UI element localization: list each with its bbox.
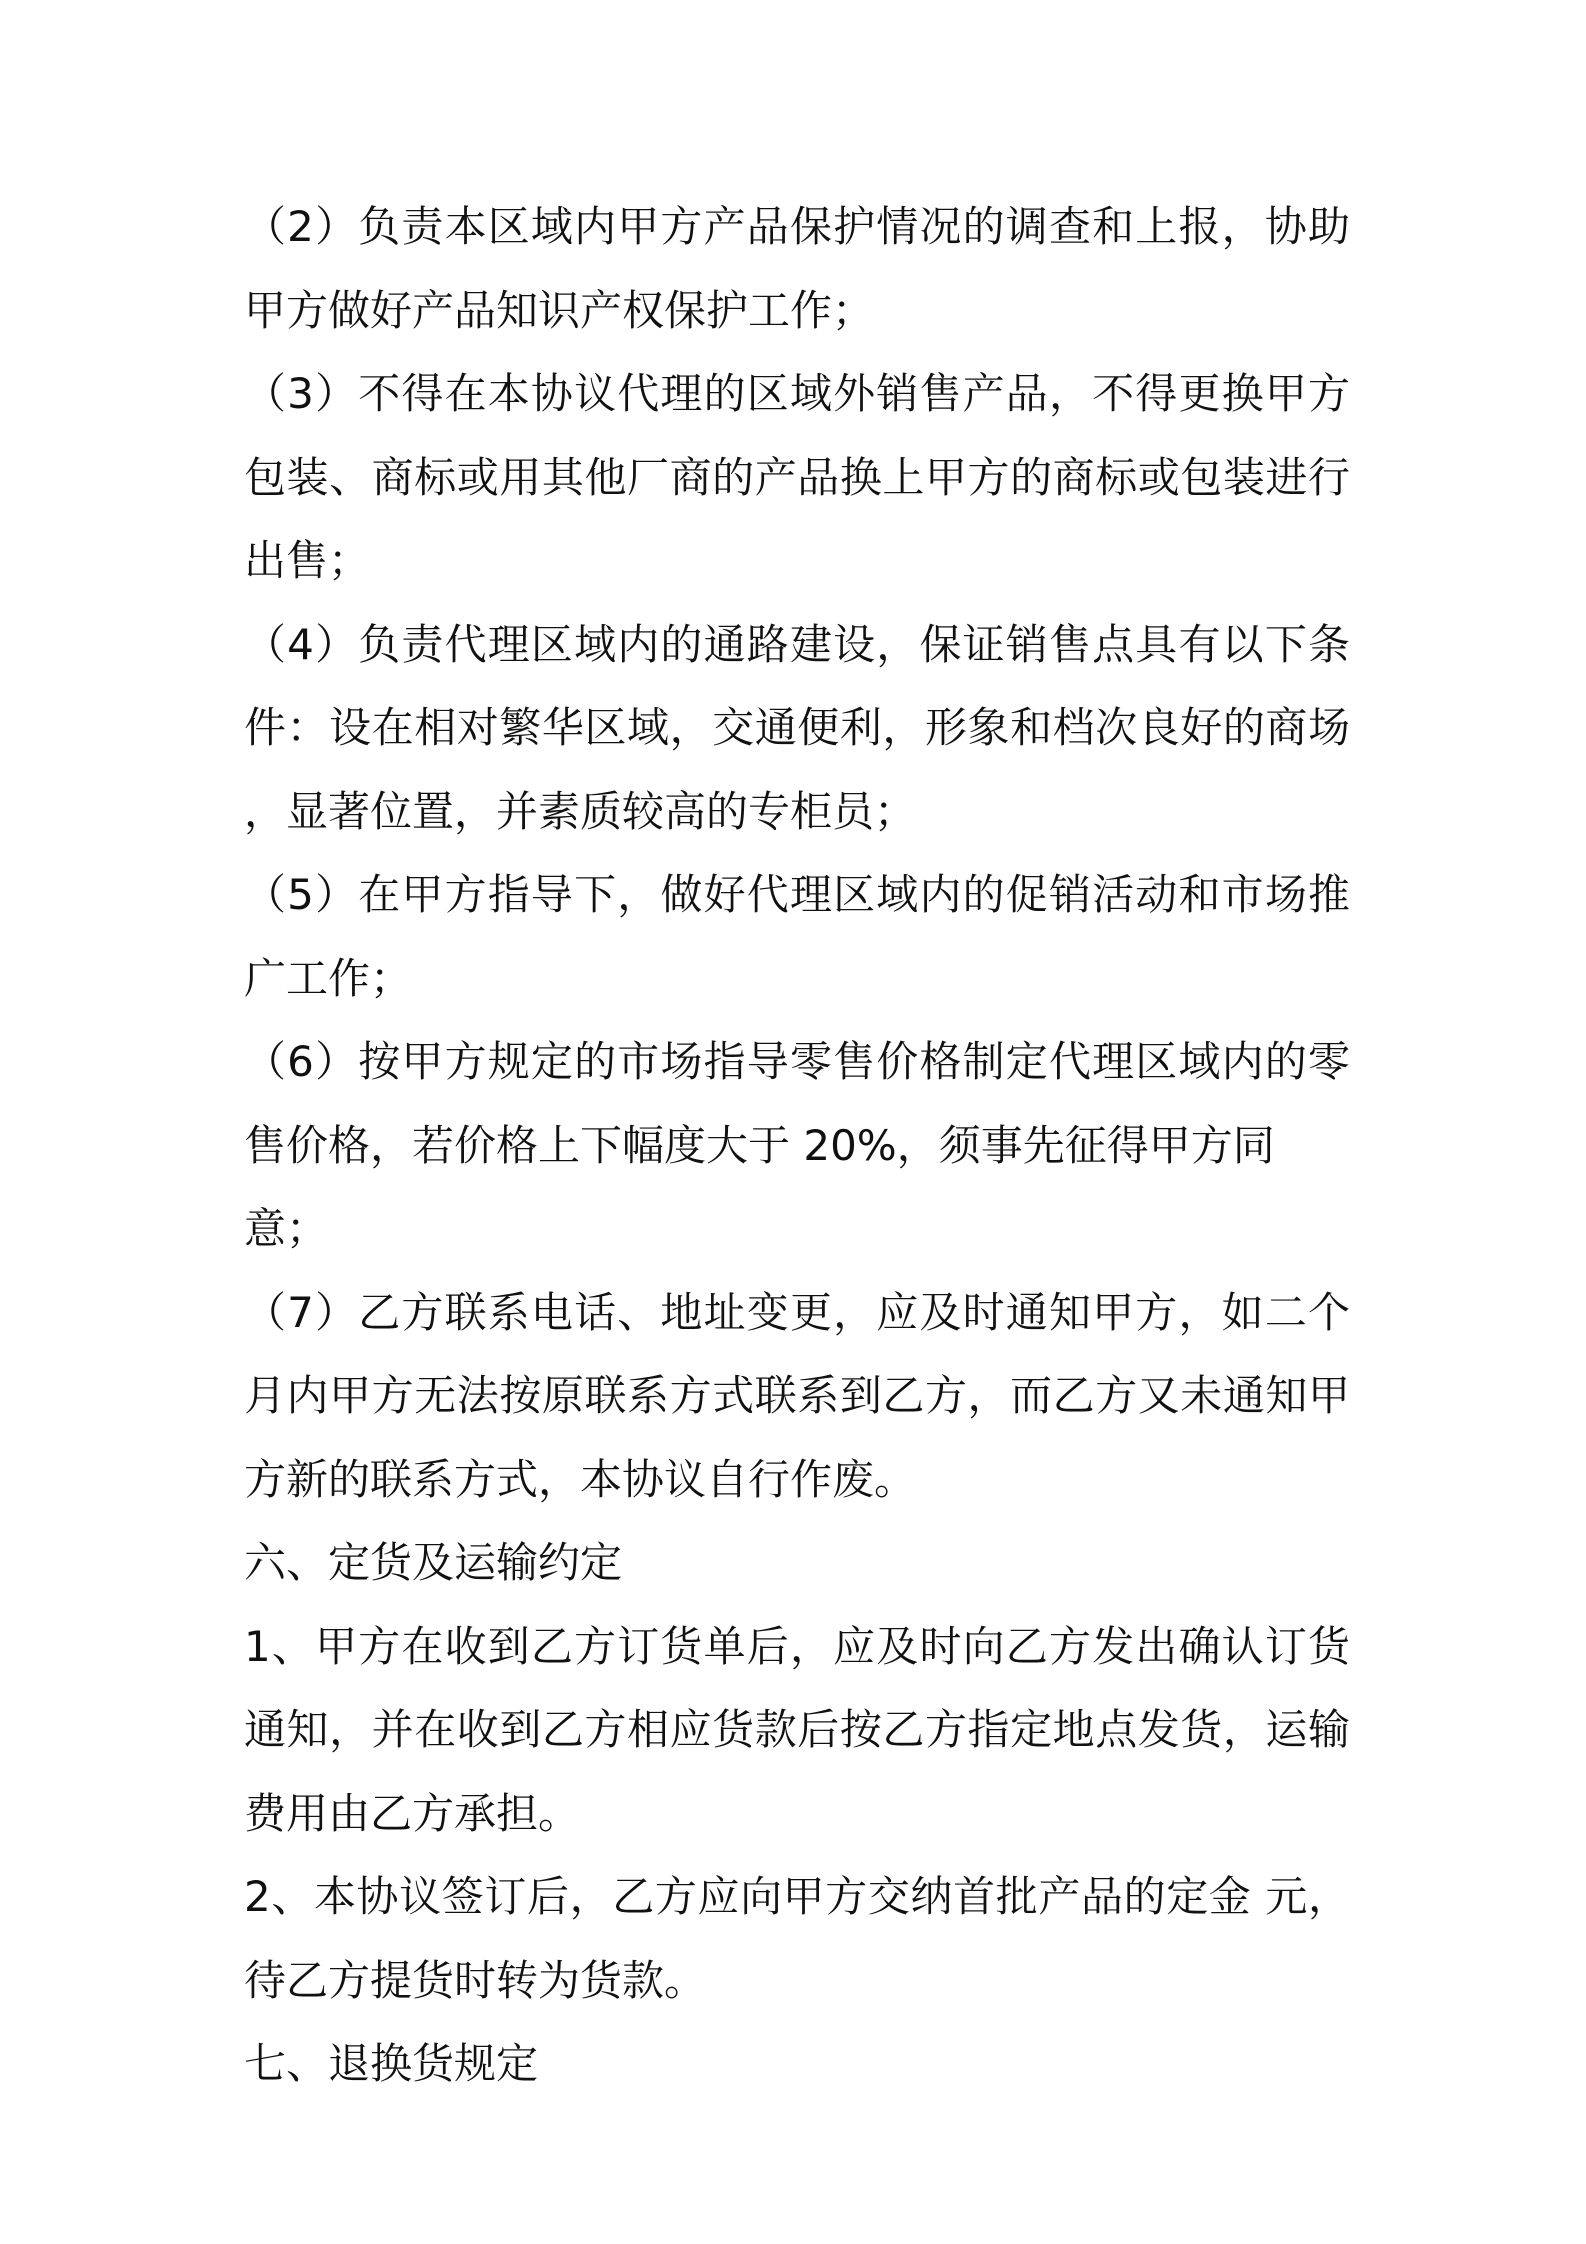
text-line: 售价格，若价格上下幅度大于 20%，须事先征得甲方同意； [244, 1120, 1275, 1253]
list-item-3 [244, 352, 1350, 603]
text-line: 甲方做好产品知识产权保护工作； [244, 285, 875, 335]
text-line: （4）负责代理区域内的通路建设，保证销售点具有以下条 [244, 619, 1350, 669]
text-line: 月内甲方无法按原联系方式联系到乙方，而乙方又未通知甲 [244, 1371, 1350, 1420]
section-six [244, 1521, 1350, 2022]
section-heading: 七、退换货规定 [244, 2039, 539, 2088]
text-line: （7）乙方联系电话、地址变更，应及时通知甲方，如二个 [244, 1287, 1350, 1337]
text-line: 广工作； [244, 953, 413, 1003]
text-line: 包装、商标或用其他厂商的产品换上甲方的商标或包装进行 [244, 452, 1350, 502]
text-line: （6）按甲方规定的市场指导零售价格制定代理区域内的零 [244, 1037, 1350, 1086]
list-item-5 [244, 853, 1350, 1020]
document-body [244, 185, 1350, 2106]
clause-1 [244, 1605, 1350, 1856]
list-item-7 [244, 1271, 1350, 1522]
text-line: 件：设在相对繁华区域，交通便利，形象和档次良好的商场 [244, 703, 1350, 752]
text-line: 待乙方提货时转为货款。 [244, 1955, 707, 2005]
text-line: （3）不得在本协议代理的区域外销售产品，不得更换甲方 [244, 369, 1350, 418]
list-item-4 [244, 603, 1350, 854]
text-line: 费用由乙方承担。 [244, 1788, 581, 1838]
text-line: 1、甲方在收到乙方订货单后，应及时向乙方发出确认订货 [244, 1621, 1350, 1671]
text-line: （2）负责本区域内甲方产品保护情况的调查和上报，协助 [244, 202, 1350, 251]
section-heading: 六、定货及运输约定 [244, 1538, 623, 1587]
text-line: 方新的联系方式，本协议自行作废。 [244, 1454, 917, 1504]
clause-2 [244, 1855, 1350, 2022]
text-line: 出售； [244, 536, 371, 585]
text-line: 通知，并在收到乙方相应货款后按乙方指定地点发货，运输 [244, 1705, 1350, 1754]
text-line: 2、本协议签订后，乙方应向甲方交纳首批产品的定金 元， [244, 1872, 1350, 1921]
text-line: （5）在甲方指导下，做好代理区域内的促销活动和市场推 [244, 870, 1350, 919]
text-line: ，显著位置，并素质较高的专柜员； [244, 786, 917, 836]
list-item-2 [244, 185, 1350, 352]
list-item-6 [244, 1020, 1350, 1271]
section-seven [244, 2022, 1350, 2106]
